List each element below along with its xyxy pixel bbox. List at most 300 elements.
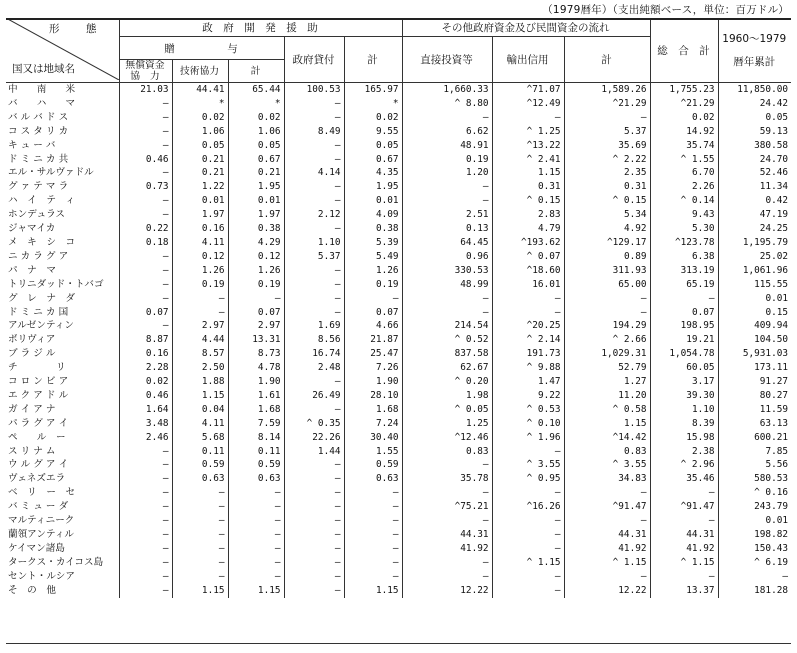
region-name-cell: バ ル バ ド ス [8, 111, 69, 123]
table-row [6, 458, 791, 472]
value-cell: 21.87 [344, 333, 402, 347]
value-cell: 65.19 [650, 278, 718, 292]
table-row [6, 347, 791, 361]
value-cell: — [402, 570, 492, 584]
unit-note: （1979暦年）（支出純額ベース，単位：百万ドル） [542, 4, 789, 16]
value-cell: — [284, 222, 344, 236]
value-cell: 15.98 [650, 431, 718, 445]
value-cell: — [284, 111, 344, 125]
value-cell: 8.56 [284, 333, 344, 347]
value-cell: 2.83 [492, 208, 564, 222]
value-cell: — [119, 208, 172, 222]
value-cell: — [284, 278, 344, 292]
value-cell: 2.38 [650, 445, 718, 459]
value-cell: — [119, 125, 172, 139]
table-row [6, 375, 791, 389]
table-row [6, 111, 791, 125]
value-cell: 1,029.31 [564, 347, 650, 361]
value-cell: — [228, 486, 284, 500]
value-cell: 60.05 [650, 361, 718, 375]
value-cell: 12.22 [564, 584, 650, 598]
value-cell: 39.30 [650, 389, 718, 403]
value-cell: — [228, 528, 284, 542]
value-cell: — [172, 292, 228, 306]
value-cell: 1.15 [172, 389, 228, 403]
value-cell: ^71.07 [492, 83, 564, 97]
value-cell: — [119, 472, 172, 486]
value-cell: — [564, 306, 650, 320]
value-cell: ^ 0.95 [492, 472, 564, 486]
value-cell: 0.67 [228, 153, 284, 167]
value-cell: 11.20 [564, 389, 650, 403]
value-cell: — [284, 97, 344, 111]
value-cell: — [228, 542, 284, 556]
value-cell: 7.85 [718, 445, 791, 459]
value-cell: ^ 0.35 [284, 417, 344, 431]
value-cell: 16.01 [492, 278, 564, 292]
value-cell: 1.26 [344, 264, 402, 278]
table-row [6, 361, 791, 375]
value-cell: — [402, 194, 492, 208]
value-cell: 1,755.23 [650, 83, 718, 97]
value-cell: 0.16 [172, 222, 228, 236]
value-cell: 2.51 [402, 208, 492, 222]
value-cell: 4.11 [172, 236, 228, 250]
value-cell: 1.26 [172, 264, 228, 278]
value-cell: — [650, 570, 718, 584]
header-corner [6, 18, 119, 83]
value-cell: 1,195.79 [718, 236, 791, 250]
value-cell: ^ 1.96 [492, 431, 564, 445]
region-name-cell: タークス・カイコス島 [8, 556, 104, 568]
value-cell: ^ 0.20 [402, 375, 492, 389]
value-cell: ^ 1.15 [650, 556, 718, 570]
value-cell: 14.92 [650, 125, 718, 139]
value-cell: 24.42 [718, 97, 791, 111]
value-cell: — [119, 319, 172, 333]
value-cell: — [228, 514, 284, 528]
table-row [6, 250, 791, 264]
value-cell: — [564, 486, 650, 500]
table-row [6, 556, 791, 570]
value-cell: ^20.25 [492, 319, 564, 333]
value-cell: 0.15 [718, 306, 791, 320]
region-name-cell: 中 南 米 [8, 84, 76, 95]
header-cumulative-years: 1960～1979 [722, 33, 787, 45]
table-row [6, 486, 791, 500]
region-name-cell: ガ イ ア ナ [8, 403, 56, 415]
value-cell: 5.49 [344, 250, 402, 264]
value-cell: — [172, 514, 228, 528]
value-cell: 2.35 [564, 166, 650, 180]
value-cell: — [284, 514, 344, 528]
value-cell: ^ 6.19 [718, 556, 791, 570]
value-cell: 1.15 [344, 584, 402, 598]
value-cell: 2.97 [172, 319, 228, 333]
value-cell: — [119, 194, 172, 208]
header-grant-aid: 無償資金協 力 [119, 60, 172, 83]
value-cell: — [284, 528, 344, 542]
value-cell: ^ 9.88 [492, 361, 564, 375]
value-cell: 24.70 [718, 153, 791, 167]
value-cell: 7.26 [344, 361, 402, 375]
table-row [6, 319, 791, 333]
value-cell: 2.97 [228, 319, 284, 333]
value-cell: 1.15 [492, 166, 564, 180]
value-cell: 44.31 [650, 528, 718, 542]
region-name-cell: エ ク ア ド ル [8, 389, 69, 401]
value-cell: 0.11 [228, 445, 284, 459]
table-row [6, 403, 791, 417]
value-cell: — [172, 306, 228, 320]
value-cell: 1.90 [228, 375, 284, 389]
value-cell: 65.00 [564, 278, 650, 292]
value-cell: — [344, 500, 402, 514]
table-row [6, 97, 791, 111]
value-cell: ^ 2.22 [564, 153, 650, 167]
value-cell: 600.21 [718, 431, 791, 445]
value-cell: 8.39 [650, 417, 718, 431]
value-cell: — [402, 556, 492, 570]
region-name-cell: コ ス タ リ カ [8, 125, 69, 137]
value-cell: — [564, 570, 650, 584]
value-cell: 198.82 [718, 528, 791, 542]
value-cell: 243.79 [718, 500, 791, 514]
value-cell: 0.63 [344, 472, 402, 486]
value-cell: 1,660.33 [402, 83, 492, 97]
value-cell: — [564, 292, 650, 306]
value-cell: 0.22 [119, 222, 172, 236]
value-cell: — [344, 556, 402, 570]
region-name-cell: バ ハ マ [8, 97, 76, 109]
value-cell: 1.44 [284, 445, 344, 459]
value-cell: 22.26 [284, 431, 344, 445]
region-name-cell: チ リ [8, 362, 66, 374]
value-cell: 0.11 [172, 445, 228, 459]
value-cell: — [344, 570, 402, 584]
value-cell: 1.55 [344, 445, 402, 459]
value-cell: 0.07 [344, 306, 402, 320]
value-cell: — [172, 542, 228, 556]
value-cell: ^12.49 [492, 97, 564, 111]
table-row [6, 333, 791, 347]
value-cell: 34.83 [564, 472, 650, 486]
value-cell: 62.67 [402, 361, 492, 375]
value-cell: — [119, 584, 172, 598]
value-cell: — [172, 486, 228, 500]
value-cell: — [284, 542, 344, 556]
value-cell: ^ 8.80 [402, 97, 492, 111]
value-cell: 16.74 [284, 347, 344, 361]
value-cell: — [284, 292, 344, 306]
value-cell: ^ 0.58 [564, 403, 650, 417]
value-cell: 0.89 [564, 250, 650, 264]
value-cell: 0.38 [344, 222, 402, 236]
value-cell: — [284, 264, 344, 278]
value-cell: 47.19 [718, 208, 791, 222]
value-cell: 1.25 [402, 417, 492, 431]
value-cell: 0.63 [228, 472, 284, 486]
value-cell: — [284, 556, 344, 570]
value-cell: 3.17 [650, 375, 718, 389]
region-name-cell: キ ュ ー バ [8, 139, 56, 151]
table-row [6, 208, 791, 222]
value-cell: 8.73 [228, 347, 284, 361]
value-cell: — [344, 514, 402, 528]
value-cell: ^ 2.66 [564, 333, 650, 347]
value-cell: * [344, 97, 402, 111]
region-name-cell: ウ ル グ ア イ [8, 459, 69, 471]
value-cell: 13.31 [228, 333, 284, 347]
value-cell: 7.59 [228, 417, 284, 431]
value-cell: 12.22 [402, 584, 492, 598]
value-cell: — [284, 403, 344, 417]
region-name-cell: セント・ルシア [8, 570, 75, 582]
value-cell: — [119, 139, 172, 153]
value-cell: — [284, 180, 344, 194]
value-cell: — [344, 292, 402, 306]
value-cell: 1.97 [172, 208, 228, 222]
value-cell: 41.92 [564, 542, 650, 556]
table-row [6, 500, 791, 514]
value-cell: 4.11 [172, 417, 228, 431]
region-name-cell: エル・サルヴァドル [8, 167, 94, 179]
value-cell: 8.87 [119, 333, 172, 347]
value-cell: — [402, 486, 492, 500]
value-cell: 0.01 [172, 194, 228, 208]
region-name-cell: ハ イ テ ィ [8, 195, 76, 207]
value-cell: 1.64 [119, 403, 172, 417]
value-cell: 21.03 [119, 83, 172, 97]
value-cell: — [284, 458, 344, 472]
value-cell: 35.69 [564, 139, 650, 153]
value-cell: 9.55 [344, 125, 402, 139]
value-cell: 0.19 [228, 278, 284, 292]
value-cell: 0.83 [564, 445, 650, 459]
value-cell: 5.30 [650, 222, 718, 236]
value-cell: ^ 0.05 [402, 403, 492, 417]
value-cell: 24.25 [718, 222, 791, 236]
value-cell: — [344, 528, 402, 542]
value-cell: 165.97 [344, 83, 402, 97]
table-row [6, 194, 791, 208]
table-row [6, 306, 791, 320]
value-cell: — [492, 292, 564, 306]
header-direct-investment: 直接投資等 [402, 37, 492, 83]
value-cell: — [402, 111, 492, 125]
value-cell: ^ 1.15 [492, 556, 564, 570]
value-cell: ^ 1.15 [564, 556, 650, 570]
value-cell: — [119, 500, 172, 514]
value-cell: 0.38 [228, 222, 284, 236]
value-cell: 0.21 [228, 166, 284, 180]
value-cell: 5.39 [344, 236, 402, 250]
value-cell: ^129.17 [564, 236, 650, 250]
value-cell: 2.26 [650, 180, 718, 194]
value-cell: ^13.22 [492, 139, 564, 153]
region-name-cell: そ の 他 [8, 584, 56, 596]
value-cell: 11.34 [718, 180, 791, 194]
value-cell: 19.21 [650, 333, 718, 347]
value-cell: 214.54 [402, 319, 492, 333]
table-row [6, 139, 791, 153]
value-cell: ^ 1.55 [650, 153, 718, 167]
header-grant-total: 計 [228, 60, 284, 83]
value-cell: 1.10 [650, 403, 718, 417]
value-cell: 6.62 [402, 125, 492, 139]
region-name-cell: ヴェネズエラ [8, 473, 66, 485]
value-cell: 80.27 [718, 389, 791, 403]
value-cell: 0.18 [119, 236, 172, 250]
region-name-cell: メ キ シ コ [8, 236, 76, 248]
value-cell: ^ 0.14 [650, 194, 718, 208]
value-cell: 0.59 [344, 458, 402, 472]
table-bottom-rule [6, 643, 791, 644]
value-cell: 380.58 [718, 139, 791, 153]
table-row [6, 514, 791, 528]
region-name-cell: ペ ル ー [8, 431, 66, 443]
value-cell: 1.88 [172, 375, 228, 389]
table-row [6, 417, 791, 431]
value-cell: 1,589.26 [564, 83, 650, 97]
value-cell: 28.10 [344, 389, 402, 403]
value-cell: ^ 0.16 [718, 486, 791, 500]
value-cell: 0.21 [172, 166, 228, 180]
region-name-cell: グ レ ナ ダ [8, 292, 76, 304]
value-cell: 44.31 [402, 528, 492, 542]
table-row [6, 83, 791, 97]
value-cell: ^21.29 [650, 97, 718, 111]
value-cell: 1,054.78 [650, 347, 718, 361]
value-cell: 59.13 [718, 125, 791, 139]
value-cell: 0.19 [344, 278, 402, 292]
value-cell: 0.05 [718, 111, 791, 125]
value-cell: — [492, 528, 564, 542]
value-cell: 64.45 [402, 236, 492, 250]
table-row [6, 570, 791, 584]
value-cell: 173.11 [718, 361, 791, 375]
value-cell: — [284, 570, 344, 584]
value-cell: 7.24 [344, 417, 402, 431]
value-cell: 0.83 [402, 445, 492, 459]
value-cell: 1,061.96 [718, 264, 791, 278]
region-name-cell: マルティニーク [8, 515, 75, 527]
value-cell: — [650, 292, 718, 306]
value-cell: — [119, 570, 172, 584]
header-oda-total: 計 [344, 37, 402, 83]
value-cell: ^18.60 [492, 264, 564, 278]
value-cell: 26.49 [284, 389, 344, 403]
value-cell: 4.66 [344, 319, 402, 333]
value-cell: 9.43 [650, 208, 718, 222]
value-cell: 0.46 [119, 153, 172, 167]
header-grand-total: 総 合 計 [650, 18, 718, 83]
table-row [6, 264, 791, 278]
value-cell: 0.02 [172, 111, 228, 125]
value-cell: 52.46 [718, 166, 791, 180]
value-cell: 4.44 [172, 333, 228, 347]
value-cell: 837.58 [402, 347, 492, 361]
value-cell: 0.07 [119, 306, 172, 320]
value-cell: 44.41 [172, 83, 228, 97]
value-cell: 1.97 [228, 208, 284, 222]
value-cell: — [284, 194, 344, 208]
value-cell: 35.78 [402, 472, 492, 486]
value-cell: — [119, 111, 172, 125]
value-cell: 5,931.03 [718, 347, 791, 361]
value-cell: — [402, 292, 492, 306]
value-cell: 2.46 [119, 431, 172, 445]
value-cell: 4.29 [228, 236, 284, 250]
value-cell: 5.34 [564, 208, 650, 222]
value-cell: 191.73 [492, 347, 564, 361]
value-cell: — [119, 528, 172, 542]
value-cell: — [228, 500, 284, 514]
value-cell: — [564, 514, 650, 528]
value-cell: 52.79 [564, 361, 650, 375]
value-cell: — [284, 584, 344, 598]
aid-flow-table [6, 18, 791, 598]
value-cell: 0.01 [344, 194, 402, 208]
value-cell: — [228, 556, 284, 570]
value-cell: 0.42 [718, 194, 791, 208]
value-cell: — [172, 528, 228, 542]
value-cell: ^91.47 [650, 500, 718, 514]
value-cell: — [119, 458, 172, 472]
value-cell: — [172, 570, 228, 584]
value-cell: 0.01 [718, 514, 791, 528]
value-cell: — [284, 486, 344, 500]
value-cell: — [492, 570, 564, 584]
value-cell: — [492, 111, 564, 125]
value-cell: — [119, 97, 172, 111]
value-cell: 4.79 [492, 222, 564, 236]
value-cell: 181.28 [718, 584, 791, 598]
value-cell: 0.31 [564, 180, 650, 194]
value-cell: ^ 3.55 [564, 458, 650, 472]
region-name-cell: ホンデュラス [8, 209, 65, 221]
value-cell: 41.92 [402, 542, 492, 556]
header-other-total: 計 [564, 37, 650, 83]
header-region: 国又は地域名 [12, 63, 75, 75]
region-name-cell: バ ミ ュ ー ダ [8, 501, 69, 513]
value-cell: 0.21 [172, 153, 228, 167]
value-cell: 35.46 [650, 472, 718, 486]
value-cell: — [650, 514, 718, 528]
value-cell: 8.14 [228, 431, 284, 445]
value-cell: ^16.26 [492, 500, 564, 514]
value-cell: — [172, 556, 228, 570]
value-cell: 0.02 [228, 111, 284, 125]
value-cell: 63.13 [718, 417, 791, 431]
value-cell: 0.19 [402, 153, 492, 167]
value-cell: — [492, 514, 564, 528]
value-cell: ^123.78 [650, 236, 718, 250]
region-name-cell: ス リ ナ ム [8, 445, 56, 457]
table-row [6, 472, 791, 486]
region-name-cell: ニ カ ラ グ ア [8, 250, 69, 262]
table-row [6, 445, 791, 459]
value-cell: — [564, 111, 650, 125]
value-cell: — [492, 306, 564, 320]
value-cell: 35.74 [650, 139, 718, 153]
value-cell: — [228, 292, 284, 306]
value-cell: 0.59 [172, 458, 228, 472]
value-cell: ^21.29 [564, 97, 650, 111]
value-cell: 100.53 [284, 83, 344, 97]
value-cell: 1.22 [172, 180, 228, 194]
header-cumulative-label: 暦年累計 [733, 56, 776, 68]
